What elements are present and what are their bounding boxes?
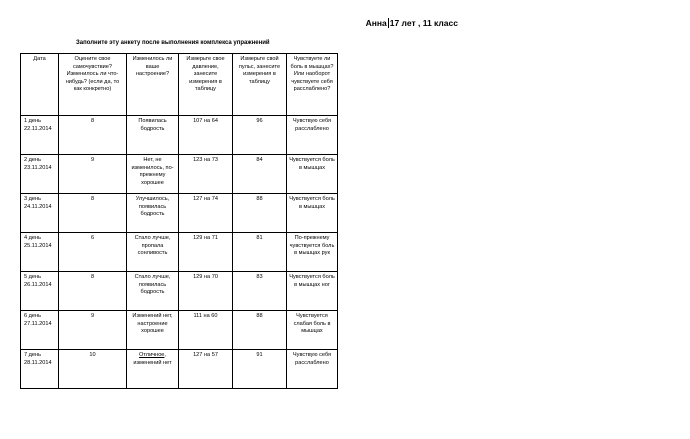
score-cell: 9 — [59, 311, 127, 350]
mood-cell: Изменений нет, настроение хорошее — [127, 311, 179, 350]
pressure-cell: 127 на 57 — [179, 350, 233, 389]
score-cell: 9 — [59, 155, 127, 194]
text-cursor — [388, 18, 389, 28]
date-cell — [21, 272, 59, 311]
mood-rest: , изменений нет — [133, 352, 172, 366]
pulse-cell: 96 — [233, 116, 287, 155]
day-label: 6 день — [24, 313, 42, 319]
table-row — [21, 155, 338, 194]
muscles-cell: Чувствуется боль в мышцах — [287, 155, 338, 194]
mood-cell: Нет, не изменилось, по-прежнему хорошее — [127, 155, 179, 194]
day-label: 7 день — [24, 352, 42, 358]
date-value: 28.11.2014 — [24, 359, 52, 366]
date-cell — [21, 116, 59, 155]
column-header-wellbeing: Оцените свое самочувствие? Изменилось ли что-нибудь? (если да, то как конкретно) — [59, 54, 127, 116]
pulse-cell: 83 — [233, 272, 287, 311]
date-value: 26.11.2014 — [24, 281, 52, 288]
mood-underlined-word: Отличное — [139, 352, 165, 358]
pressure-cell: 127 на 74 — [179, 194, 233, 233]
survey-table — [20, 53, 338, 389]
pressure-cell: 129 на 71 — [179, 233, 233, 272]
muscles-cell: Чувствуется боль в мышцах — [287, 194, 338, 233]
column-header-muscles: Чувствуете ли боль в мышцах? Или наоборот чувствуете себя расслаблено? — [287, 54, 338, 116]
muscles-cell: Чувствуется слабая боль в мышцах — [287, 311, 338, 350]
student-name: Анна — [365, 18, 387, 28]
pressure-cell: 111 на 60 — [179, 311, 233, 350]
column-header-pulse: Измерьте свой пульс, занесите измерения в таблицу — [233, 54, 287, 116]
table-header-row — [21, 54, 338, 116]
day-label: 4 день — [24, 235, 42, 241]
pulse-cell: 88 — [233, 194, 287, 233]
muscles-cell: Чувствую себя расслаблено — [287, 116, 338, 155]
score-cell: 10 — [59, 350, 127, 389]
mood-cell: Стало лучше, пропала сонливость — [127, 233, 179, 272]
table-row — [21, 233, 338, 272]
pulse-cell: 81 — [233, 233, 287, 272]
date-value: 27.11.2014 — [24, 320, 52, 327]
date-value: 22.11.2014 — [24, 125, 52, 132]
score-cell: 8 — [59, 116, 127, 155]
date-cell — [21, 233, 59, 272]
mood-cell — [127, 350, 179, 389]
date-value: 23.11.2014 — [24, 164, 52, 171]
column-header-pressure: Измерьте свое давление, занесите измерения в таблицу — [179, 54, 233, 116]
mood-cell: Стало лучше, появилась бодрость — [127, 272, 179, 311]
student-details: 17 лет , 11 класс — [389, 18, 458, 28]
date-cell — [21, 194, 59, 233]
table-row — [21, 311, 338, 350]
day-label: 5 день — [24, 274, 42, 280]
score-cell: 8 — [59, 272, 127, 311]
muscles-cell: Чувствую себя расслаблено — [287, 350, 338, 389]
score-cell: 8 — [59, 194, 127, 233]
mood-cell: Улучшилось, появилась бодрость — [127, 194, 179, 233]
day-label: 3 день — [24, 196, 42, 202]
pressure-cell: 123 на 73 — [179, 155, 233, 194]
pressure-cell: 129 на 70 — [179, 272, 233, 311]
table-row — [21, 350, 338, 389]
day-label: 2 день — [24, 157, 42, 163]
document-title — [0, 18, 458, 28]
date-value: 24.11.2014 — [24, 203, 52, 210]
pressure-cell: 107 на 64 — [179, 116, 233, 155]
table-row — [21, 194, 338, 233]
table-row — [21, 272, 338, 311]
pulse-cell: 84 — [233, 155, 287, 194]
pulse-cell: 88 — [233, 311, 287, 350]
table-row — [21, 116, 338, 155]
date-cell — [21, 155, 59, 194]
day-label: 1 день — [24, 118, 42, 124]
pulse-cell: 91 — [233, 350, 287, 389]
muscles-cell: Чувствуется боль в мышцах ног — [287, 272, 338, 311]
muscles-cell: По-прежнему чувствуется боль в мышцах рук — [287, 233, 338, 272]
date-value: 25.11.2014 — [24, 242, 52, 249]
mood-cell: Появилась бодрость — [127, 116, 179, 155]
date-cell — [21, 350, 59, 389]
date-cell — [21, 311, 59, 350]
column-header-date: Дата — [21, 54, 59, 116]
score-cell: 6 — [59, 233, 127, 272]
column-header-mood: Изменилось ли ваше настроение? — [127, 54, 179, 116]
instruction-text: Заполните эту анкету после выполнения комплекса упражнений — [76, 40, 270, 46]
